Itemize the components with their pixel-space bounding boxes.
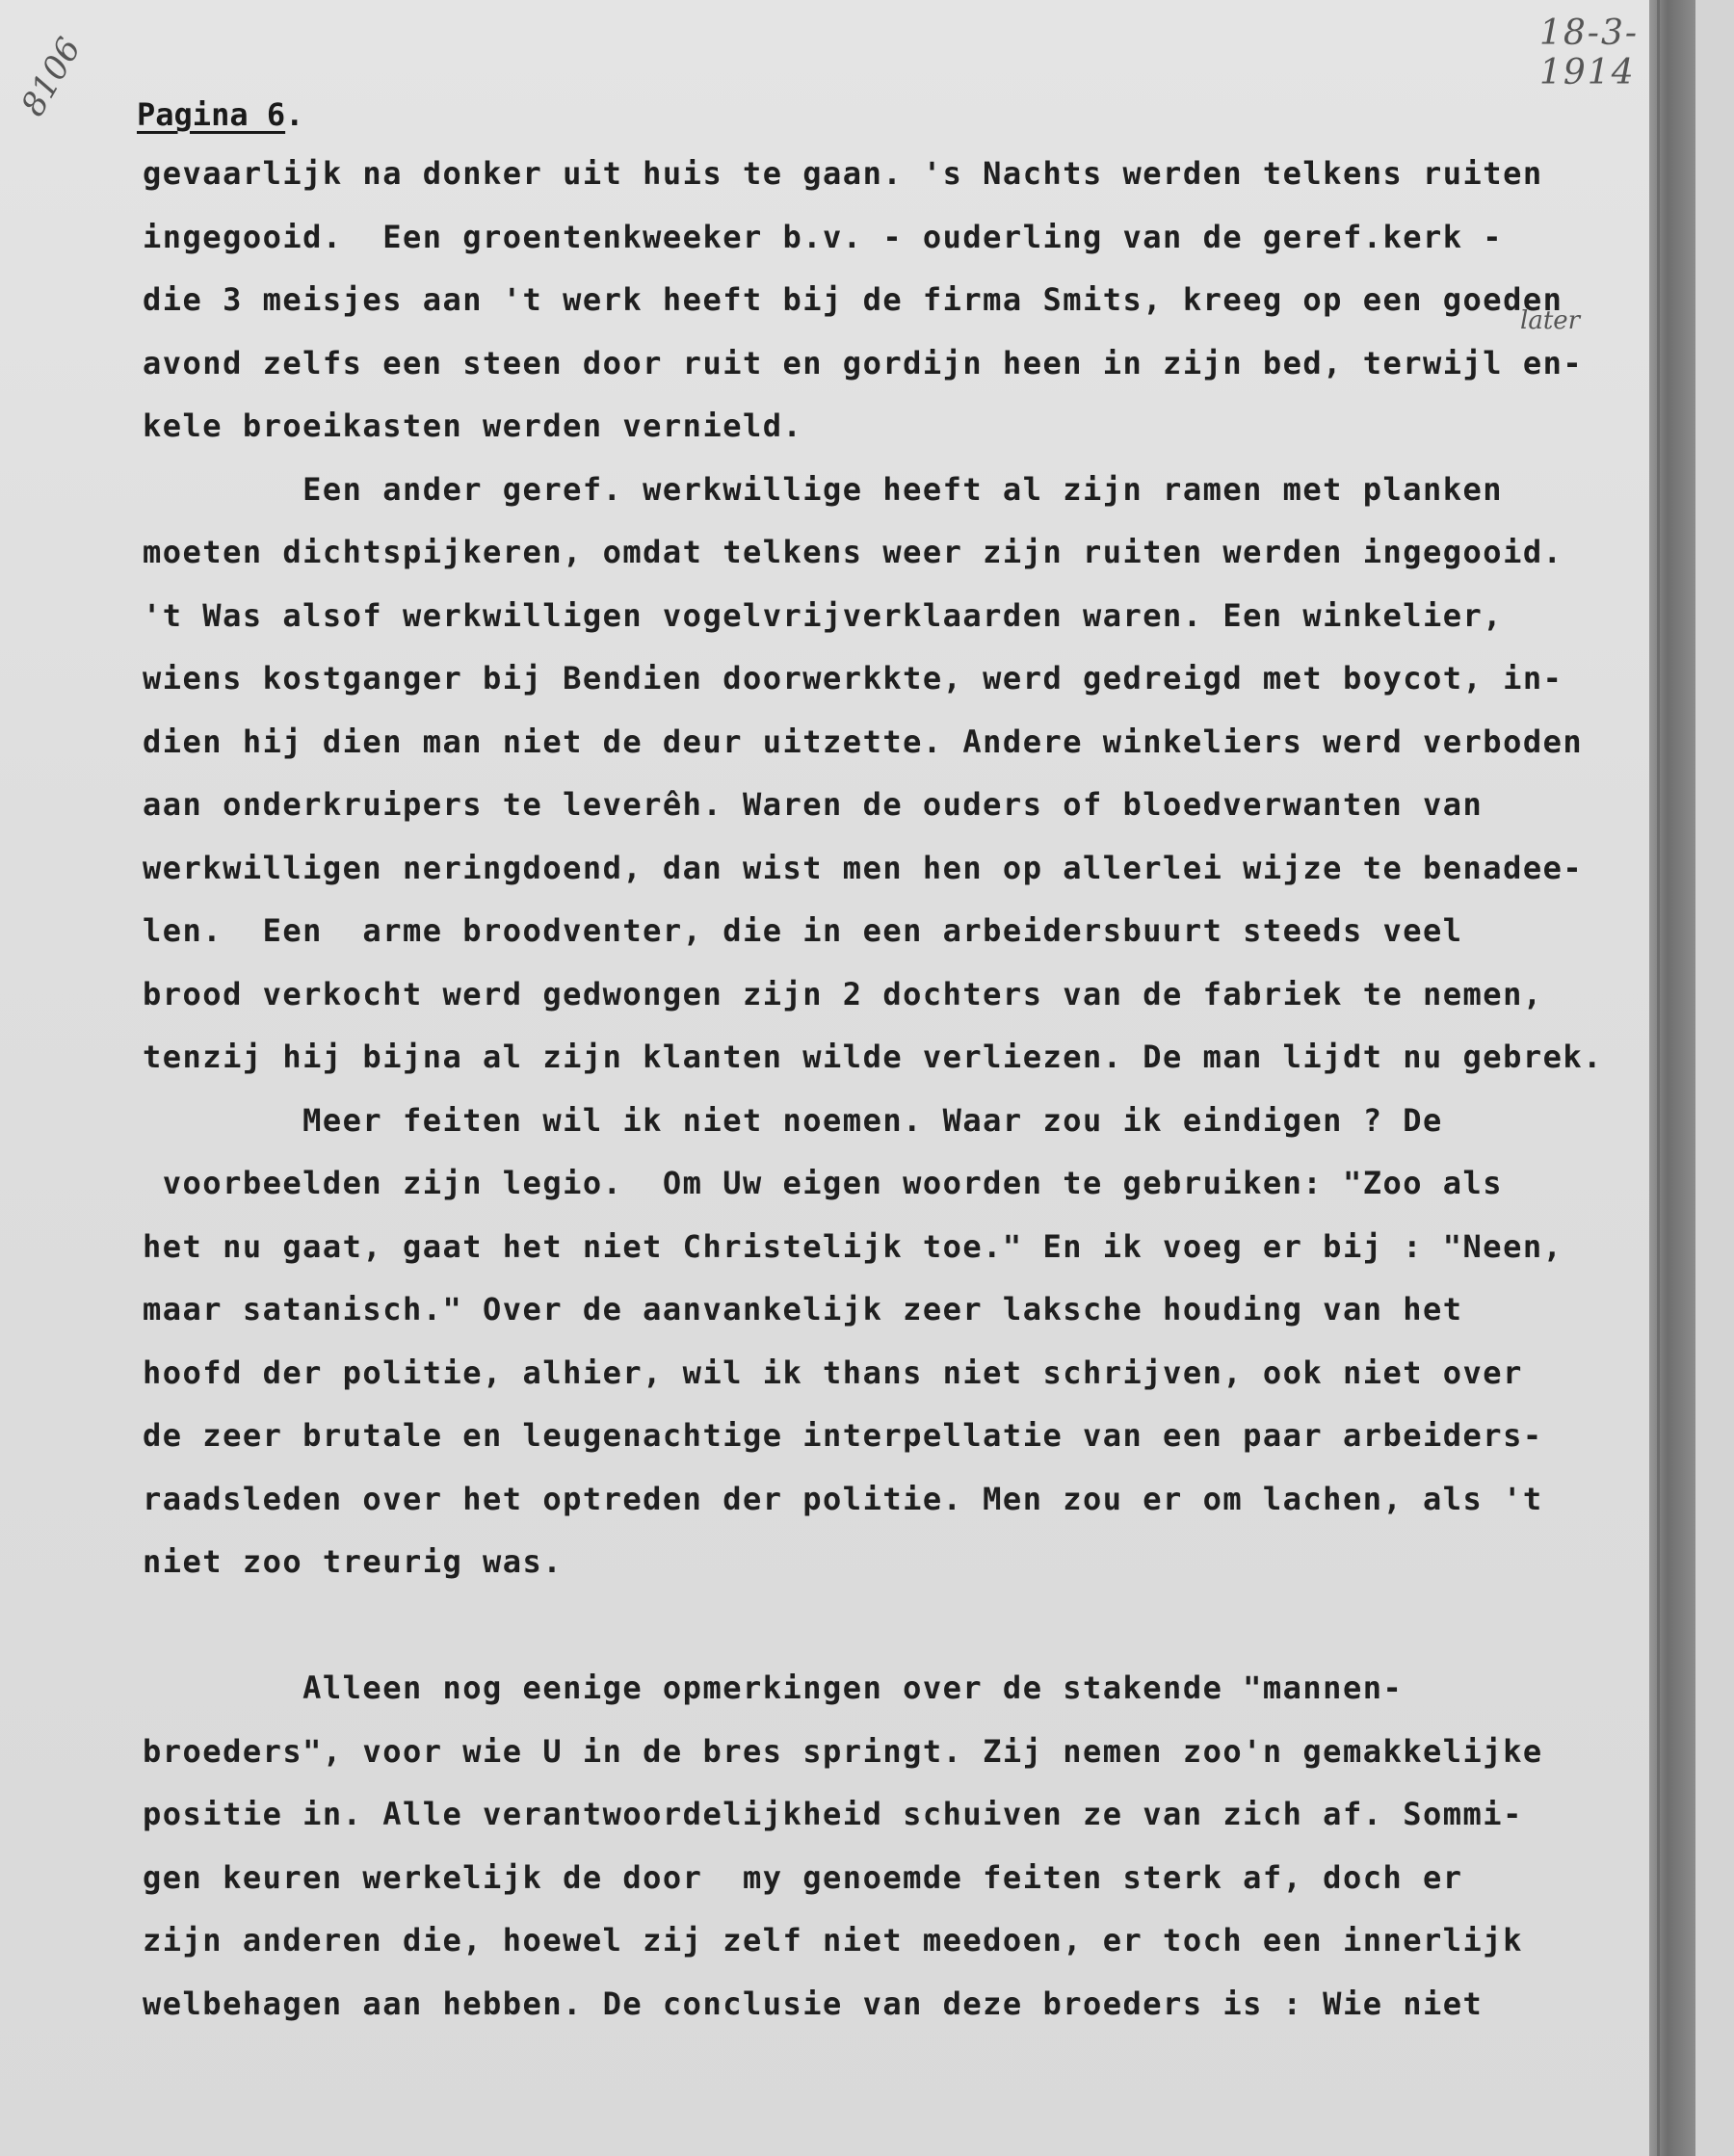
text-line: aan onderkruipers te leverêh. Waren de ouders of bloedverwanten van — [143, 786, 1484, 823]
text-line: welbehagen aan hebben. De conclusie van deze broeders is : Wie niet — [143, 1985, 1484, 2022]
text-line: werkwilligen neringdoend, dan wist men hen op allerlei wijze te benadee- — [143, 849, 1584, 886]
text-line: wiens kostganger bij Bendien doorwerkkte, werd gedreigd met boycot, in- — [143, 660, 1563, 697]
text-line — [143, 1594, 1684, 1658]
text-line: voorbeelden zijn legio. Om Uw eigen woorden te gebruiken: "Zoo als — [143, 1165, 1504, 1201]
text-line: Alleen nog eenige opmerkingen over de stakende "mannen- — [143, 1670, 1404, 1706]
text-line: broeders", voor wie U in de bres springt. Zij nemen zoo'n gemakkelijke — [143, 1732, 1543, 1770]
text-line: zijn anderen die, hoewel zij zelf niet meedoen, er toch een innerlijk — [143, 1922, 1523, 1959]
text-line: 't Was alsof werkwilligen vogelvrijverklaarden waren. Een winkelier, — [143, 596, 1504, 634]
text-line: avond zelfs een steen door ruit en gordijn heen in zijn bed, terwijl en- — [143, 344, 1584, 381]
text-line: len. Een arme broodventer, die in een arbeidersbuurt steeds veel — [143, 912, 1463, 949]
text-line: gevaarlijk na donker uit huis te gaan. 's Nachts werden telkens ruiten — [143, 155, 1543, 192]
text-line: de zeer brutale en leugenachtige interpellatie van een paar arbeiders- — [143, 1417, 1543, 1454]
typed-body-text — [143, 143, 1684, 2036]
text-line: dien hij dien man niet de deur uitzette. Andere winkeliers werd verboden — [143, 723, 1584, 760]
text-line: hoofd der politie, alhier, wil ik thans niet schrijven, ook niet over — [143, 1354, 1523, 1391]
text-line: raadsleden over het optreden der politie. Men zou er om lachen, als 't — [143, 1480, 1543, 1517]
page-label-suffix: . — [285, 96, 304, 133]
text-line: niet zoo treurig was. — [143, 1543, 564, 1580]
text-line: moeten dichtspijkeren, omdat telkens weer zijn ruiten werden ingegooid. — [143, 534, 1563, 570]
text-line: tenzij hij bijna al zijn klanten wilde verliezen. De man lijdt nu gebrek. — [143, 1039, 1603, 1075]
date-annotation: 18-3-1914 — [1539, 13, 1640, 92]
page-label: Pagina 6 — [137, 96, 286, 133]
text-line: ingegooid. Een groentenkweeker b.v. - ouderling van de geref.kerk - — [143, 218, 1504, 255]
text-line: die 3 meisjes aan 't werk heeft bij de firma Smits, kreeg op een goeden — [143, 281, 1563, 318]
text-line: kele broeikasten werden vernield. — [143, 408, 803, 444]
text-line: positie in. Alle verantwoordelijkheid schuiven ze van zich af. Sommi- — [143, 1796, 1523, 1832]
text-line: Meer feiten wil ik niet noemen. Waar zou ik eindigen ? De — [143, 1101, 1443, 1139]
binding-edge — [1649, 0, 1695, 2156]
text-line: maar satanisch." Over de aanvankelijk zeer laksche houding van het — [143, 1291, 1463, 1328]
text-line: Een ander geref. werkwillige heeft al zijn ramen met planken — [143, 470, 1504, 508]
text-line: het nu gaat, gaat het niet Christelijk toe." En ik voeg er bij : "Neen, — [143, 1227, 1563, 1265]
handwritten-margin-note: later — [1520, 306, 1581, 335]
text-line: gen keuren werkelijk de door my genoemde feiten sterk af, doch er — [143, 1858, 1463, 1896]
archive-number-annotation: 8106 — [13, 31, 90, 123]
page-heading — [137, 96, 303, 133]
text-line: brood verkocht werd gedwongen zijn 2 dochters van de fabriek te nemen, — [143, 975, 1543, 1012]
